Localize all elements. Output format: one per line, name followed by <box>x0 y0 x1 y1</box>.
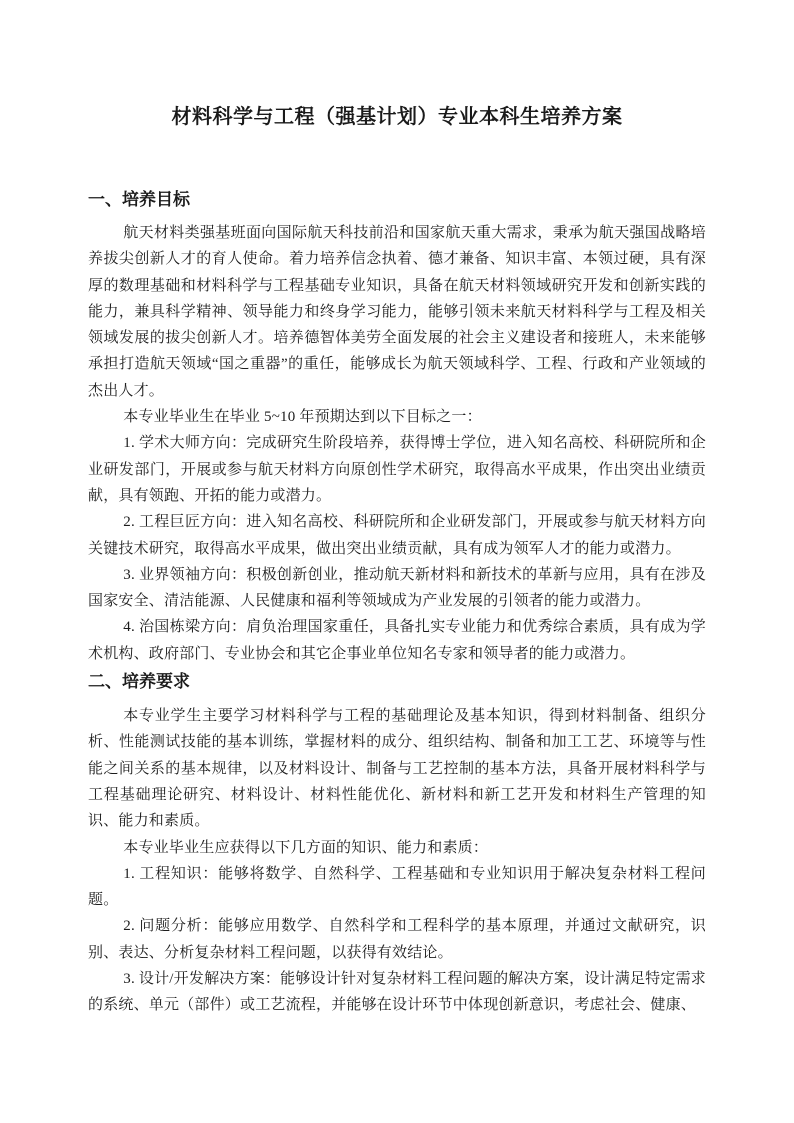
paragraph-objectives-intro: 航天材料类强基班面向国际航天科技前沿和国家航天重大需求，秉承为航天强国战略培养拔尖创新人才的育人使命。着力培养信念执着、德才兼备、知识丰富、本领过硬，具有深厚的数理基础和材料科学与工程基础专业知识，具备在航天材料领域研究开发和创新实践的能力，兼具科学精神、领导能力和终身学习能力，能够引领未来航天材料科学与工程及相关领域发展的拔尖创新人才。培养德智体美劳全面发展的社会主义建设者和接班人，未来能够承担打造航天领域“国之重器”的重任，能够成长为航天领域科学、工程、行政和产业领域的杰出人才。 <box>88 225 706 399</box>
paragraph-req-engineering-knowledge: 1. 工程知识：能够将数学、自然科学、工程基础和专业知识用于解决复杂材料工程问题。 <box>88 865 706 909</box>
paragraph-req-design-solutions: 3. 设计/开发解决方案：能够设计针对复杂材料工程问题的解决方案，设计满足特定需求的系统、单元（部件）或工艺流程，并能够在设计环节中体现创新意识，考虑社会、健康、 <box>88 971 706 1014</box>
paragraph-req-problem-analysis: 2. 问题分析：能够应用数学、自然科学和工程科学的基本原理，并通过文献研究，识别、表达、分析复杂材料工程问题，以获得有效结论。 <box>88 918 706 961</box>
paragraph-graduate-goals-lead: 本专业毕业生在毕业 5~10 年预期达到以下目标之一： <box>123 409 482 426</box>
paragraph-goal-state-pillar: 4. 治国栋梁方向：肩负治理国家重任，具备扎实专业能力和优秀综合素质，具有成为学术机构、政府部门、专业协会和其它企事业单位知名专家和领导者的能力或潜力。 <box>88 619 706 662</box>
paragraph-goal-industry-leader: 3. 业界领袖方向：积极创新创业，推动航天新材料和新技术的革新与应用，具有在涉及国家安全、清洁能源、人民健康和福利等领域成为产业发展的引领者的能力或潜力。 <box>88 566 706 610</box>
paragraph-requirements-intro: 本专业学生主要学习材料科学与工程的基础理论及基本知识，得到材料制备、组织分析、性能测试技能的基本训练，掌握材料的成分、组织结构、制备和加工工艺、环境等与性能之间关系的基本规律，以及材料设计、制备与工艺控制的基本方法，具备开展材料科学与工程基础理论研究、材料设计、材料性能优化、新材料和新工艺开发和材料生产管理的知识、能力和素质。 <box>88 708 706 830</box>
page-title: 材料科学与工程（强基计划）专业本科生培养方案 <box>171 106 623 128</box>
section-heading-training-objectives: 一、培养目标 <box>88 190 190 209</box>
paragraph-goal-academic-master: 1. 学术大师方向：完成研究生阶段培养，获得博士学位，进入知名高校、科研院所和企业研发部门，开展或参与航天材料方向原创性学术研究，取得高水平成果，作出突出业绩贡献，具有领跑、开拓的能力或潜力。 <box>88 435 706 504</box>
section-heading-training-requirements: 二、培养要求 <box>88 672 190 692</box>
paragraph-goal-engineering-master: 2. 工程巨匠方向：进入知名高校、科研院所和企业研发部门，开展或参与航天材料方向关键技术研究，取得高水平成果，做出突出业绩贡献，具有成为领军人才的能力或潜力。 <box>88 514 706 557</box>
paragraph-requirements-lead: 本专业毕业生应获得以下几方面的知识、能力和素质： <box>123 839 489 856</box>
